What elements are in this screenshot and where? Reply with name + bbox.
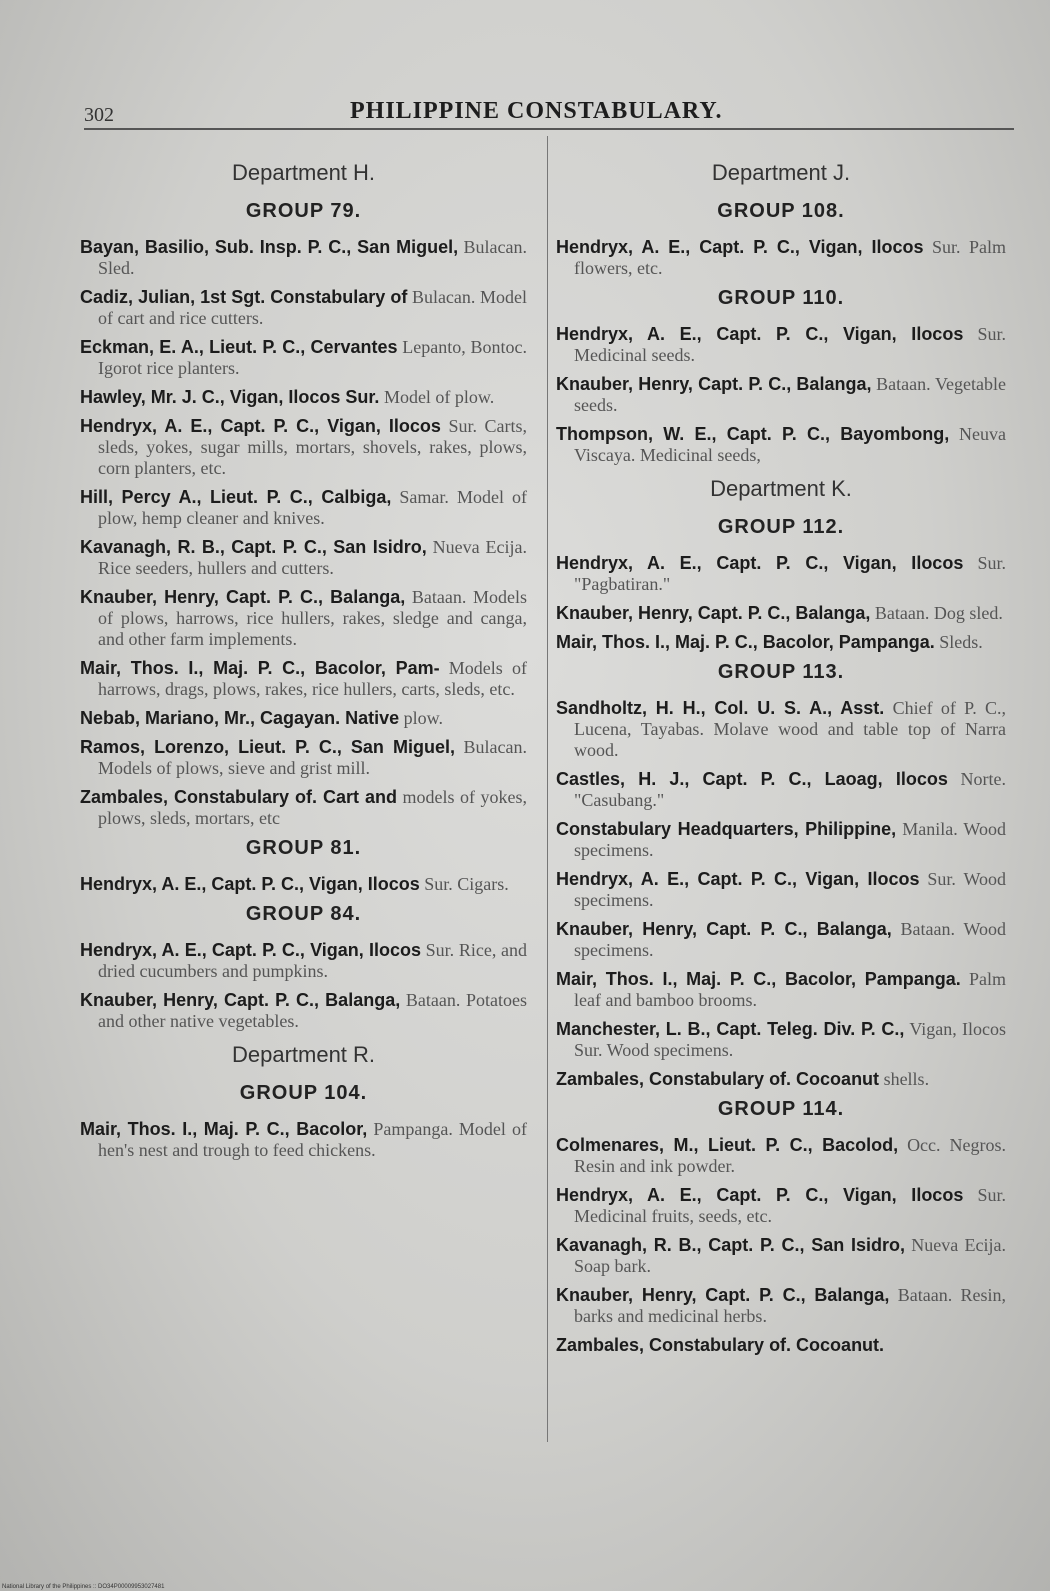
exhibitor-name: Nebab, Mariano, Mr., Cagayan. Native: [80, 708, 400, 728]
department-heading: Department K.: [710, 476, 852, 501]
exhibitor-name: Mair, Thos. I., Maj. P. C., Bacolor,: [80, 1119, 368, 1139]
exhibitor-name: Knauber, Henry, Capt. P. C., Balanga,: [556, 919, 892, 939]
exhibitor-entry: [80, 487, 527, 529]
exhibitor-entry: [80, 337, 527, 379]
exhibit-description: Sur. Medicinal seeds.: [574, 324, 1006, 365]
exhibit-description: Bulacan. Sled.: [98, 237, 527, 278]
exhibitor-name: Hendryx, A. E., Capt. P. C., Vigan, Ilocos: [80, 416, 441, 436]
exhibitor-name: Castles, H. J., Capt. P. C., Laoag, Ilocos: [556, 769, 948, 789]
exhibitor-name: Zambales, Constabulary of. Cocoanut.: [556, 1335, 885, 1355]
exhibit-description: Bataan. Resin, barks and medicinal herbs.: [574, 1285, 1006, 1326]
exhibit-description: plow.: [399, 708, 443, 728]
department-heading: Department H.: [231, 160, 376, 185]
exhibitor-name: Bayan, Basilio, Sub. Insp. P. C., San Miguel,: [80, 237, 459, 257]
exhibitor-entry: [80, 658, 527, 700]
exhibitor-name: Eckman, E. A., Lieut. P. C., Cervantes: [80, 337, 398, 357]
exhibitor-entry: [556, 1335, 1006, 1356]
exhibit-description: Models of harrows, drags, plows, rakes, rice hullers, carts, sleds, etc.: [98, 658, 527, 699]
exhibitor-entry: [556, 969, 1006, 1011]
scan-credit: National Library of the Philippines :: DO34P00009953027481: [2, 1584, 165, 1590]
column-divider: [547, 136, 548, 1442]
exhibitor-name: Kavanagh, R. B., Capt. P. C., San Isidro,: [80, 537, 427, 557]
exhibit-description: Nueva Ecija. Rice seeders, hullers and cutters.: [98, 537, 527, 578]
group-heading: GROUP 112.: [717, 516, 845, 538]
exhibit-description: Neuva Viscaya. Medicinal seeds,: [574, 424, 1007, 465]
group-heading: GROUP 114.: [717, 1098, 845, 1120]
exhibitor-entry: [80, 537, 527, 579]
group-heading: GROUP 104.: [239, 1082, 368, 1104]
exhibitor-entry: [80, 940, 527, 982]
exhibit-description: Vigan, Ilocos Sur. Wood specimens.: [574, 1019, 1006, 1060]
exhibitor-entry: [80, 737, 527, 779]
exhibit-description: Bataan. Potatoes and other native vegetables.: [98, 990, 527, 1031]
exhibitor-entry: [80, 416, 527, 479]
exhibitor-entry: [556, 698, 1006, 761]
exhibitor-name: Knauber, Henry, Capt. P. C., Balanga,: [556, 1285, 890, 1305]
exhibitor-entry: [556, 374, 1006, 416]
exhibitor-name: Sandholtz, H. H., Col. U. S. A., Asst.: [556, 698, 885, 718]
exhibitor-name: Hendryx, A. E., Capt. P. C., Vigan, Ilocos: [556, 553, 964, 573]
exhibitor-entry: [556, 1285, 1006, 1327]
exhibitor-name: Constabulary Headquarters, Philippine,: [556, 819, 897, 839]
exhibitor-entry: [556, 869, 1006, 911]
exhibitor-name: Knauber, Henry, Capt. P. C., Balanga,: [556, 603, 871, 623]
exhibit-description: shells.: [879, 1069, 930, 1089]
exhibitor-name: Hendryx, A. E., Capt. P. C., Vigan, Ilocos: [556, 869, 920, 889]
page-number: 302: [84, 104, 114, 126]
exhibitor-entry: [556, 1069, 1006, 1090]
exhibitor-entry: [556, 603, 1006, 624]
exhibit-description: Manila. Wood specimens.: [574, 819, 1006, 860]
exhibitor-name: Zambales, Constabulary of. Cocoanut: [556, 1069, 880, 1089]
exhibit-description: Lepanto, Bontoc. Igorot rice planters.: [98, 337, 527, 378]
exhibit-description: Bulacan. Model of cart and rice cutters.: [98, 287, 527, 328]
exhibitor-name: Hendryx, A. E., Capt. P. C., Vigan, Ilocos: [556, 1185, 964, 1205]
exhibitor-name: Mair, Thos. I., Maj. P. C., Bacolor, Pampanga.: [556, 969, 961, 989]
exhibitor-name: Knauber, Henry, Capt. P. C., Balanga,: [80, 587, 406, 607]
exhibit-description: Occ. Negros. Resin and ink powder.: [574, 1135, 1006, 1176]
exhibit-description: Sleds.: [934, 632, 983, 652]
exhibit-description: Model of plow.: [379, 387, 495, 407]
exhibitor-name: Mair, Thos. I., Maj. P. C., Bacolor, Pam-: [80, 658, 440, 678]
exhibitor-entry: [80, 287, 527, 329]
exhibitor-entry: [80, 787, 527, 829]
exhibitor-name: Cadiz, Julian, 1st Sgt. Constabulary of: [80, 287, 408, 307]
exhibitor-entry: [80, 387, 527, 408]
running-title: PHILIPPINE CONSTABULARY.: [350, 98, 723, 124]
exhibitor-name: Hill, Percy A., Lieut. P. C., Calbiga,: [80, 487, 392, 507]
exhibitor-entry: [556, 1235, 1006, 1277]
exhibitor-name: Hendryx, A. E., Capt. P. C., Vigan, Ilocos: [80, 940, 421, 960]
exhibitor-entry: [556, 324, 1006, 366]
exhibit-description: models of yokes, plows, sleds, mortars, etc: [98, 787, 527, 828]
exhibit-description: Bataan. Vegetable seeds.: [574, 374, 1006, 415]
exhibit-description: Sur. Medicinal fruits, seeds, etc.: [574, 1185, 1006, 1226]
exhibit-description: Sur. Cigars.: [419, 874, 509, 894]
exhibit-description: Chief of P. C., Lucena, Tayabas. Molave wood and table top of Narra wood.: [574, 698, 1007, 760]
exhibitor-entry: [80, 587, 527, 650]
exhibit-description: Samar. Model of plow, hemp cleaner and knives.: [98, 487, 527, 528]
exhibitor-name: Knauber, Henry, Capt. P. C., Balanga,: [556, 374, 872, 394]
group-heading: GROUP 79.: [245, 200, 362, 222]
exhibitor-name: Thompson, W. E., Capt. P. C., Bayombong,: [556, 424, 950, 444]
exhibitor-name: Zambales, Constabulary of. Cart and: [80, 787, 398, 807]
group-heading: GROUP 113.: [717, 661, 845, 683]
exhibitor-name: Kavanagh, R. B., Capt. P. C., San Isidro,: [556, 1235, 906, 1255]
exhibitor-name: Ramos, Lorenzo, Lieut. P. C., San Miguel,: [80, 737, 455, 757]
group-heading: GROUP 110.: [717, 287, 845, 309]
exhibitor-name: Mair, Thos. I., Maj. P. C., Bacolor, Pampanga.: [556, 632, 935, 652]
exhibit-description: Sur. "Pagbatiran.": [574, 553, 1006, 594]
exhibit-description: Sur. Carts, sleds, yokes, sugar mills, mortars, shovels, rakes, plows, corn planters, etc.: [98, 416, 527, 478]
exhibitor-entry: [556, 769, 1006, 811]
exhibitor-entry: [556, 1135, 1006, 1177]
exhibitor-entry: [556, 1019, 1006, 1061]
group-heading: GROUP 81.: [245, 837, 362, 859]
exhibitor-entry: [80, 708, 527, 729]
department-heading: Department R.: [231, 1042, 376, 1067]
exhibit-description: Sur. Rice, and dried cucumbers and pumpkins.: [98, 940, 527, 981]
exhibitor-name: Hendryx, A. E., Capt. P. C., Vigan, Ilocos: [80, 874, 420, 894]
exhibitor-entry: [556, 424, 1006, 466]
left-column: [80, 150, 527, 1169]
exhibitor-name: Hawley, Mr. J. C., Vigan, Ilocos Sur.: [80, 387, 380, 407]
exhibit-description: Bataan. Wood specimens.: [574, 919, 1006, 960]
exhibit-description: Norte. "Casubang.": [574, 769, 1006, 810]
exhibitor-entry: [80, 1119, 527, 1161]
exhibitor-entry: [80, 990, 527, 1032]
exhibitor-name: Hendryx, A. E., Capt. P. C., Vigan, Ilocos: [556, 237, 924, 257]
exhibitor-name: Hendryx, A. E., Capt. P. C., Vigan, Ilocos: [556, 324, 964, 344]
exhibit-description: Bataan. Models of plows, harrows, rice hullers, rakes, sledge and canga, and other farm implements.: [98, 587, 527, 649]
exhibitor-name: Colmenares, M., Lieut. P. C., Bacolod,: [556, 1135, 899, 1155]
department-heading: Department J.: [711, 160, 851, 185]
exhibit-description: Palm leaf and bamboo brooms.: [574, 969, 1006, 1010]
exhibitor-entry: [80, 874, 527, 895]
exhibitor-name: Knauber, Henry, Capt. P. C., Balanga,: [80, 990, 401, 1010]
exhibitor-entry: [80, 237, 527, 279]
exhibitor-entry: [556, 632, 1006, 653]
exhibit-description: Pampanga. Model of hen's nest and trough to feed chickens.: [98, 1119, 527, 1160]
exhibit-description: Nueva Ecija. Soap bark.: [574, 1235, 1006, 1276]
exhibitor-entry: [556, 919, 1006, 961]
exhibit-description: Sur. Wood specimens.: [574, 869, 1006, 910]
exhibitor-entry: [556, 819, 1006, 861]
exhibitor-name: Manchester, L. B., Capt. Teleg. Div. P. C.,: [556, 1019, 905, 1039]
header-rule: [84, 128, 1014, 130]
exhibitor-entry: [556, 553, 1006, 595]
exhibitor-entry: [556, 237, 1006, 279]
page-header: [84, 96, 1004, 132]
exhibit-description: Bataan. Dog sled.: [870, 603, 1003, 623]
right-column: [556, 150, 1006, 1364]
exhibitor-entry: [556, 1185, 1006, 1227]
group-heading: GROUP 84.: [245, 903, 362, 925]
exhibit-description: Sur. Palm flowers, etc.: [574, 237, 1006, 278]
group-heading: GROUP 108.: [717, 200, 845, 222]
exhibit-description: Bulacan. Models of plows, sieve and grist mill.: [98, 737, 528, 778]
